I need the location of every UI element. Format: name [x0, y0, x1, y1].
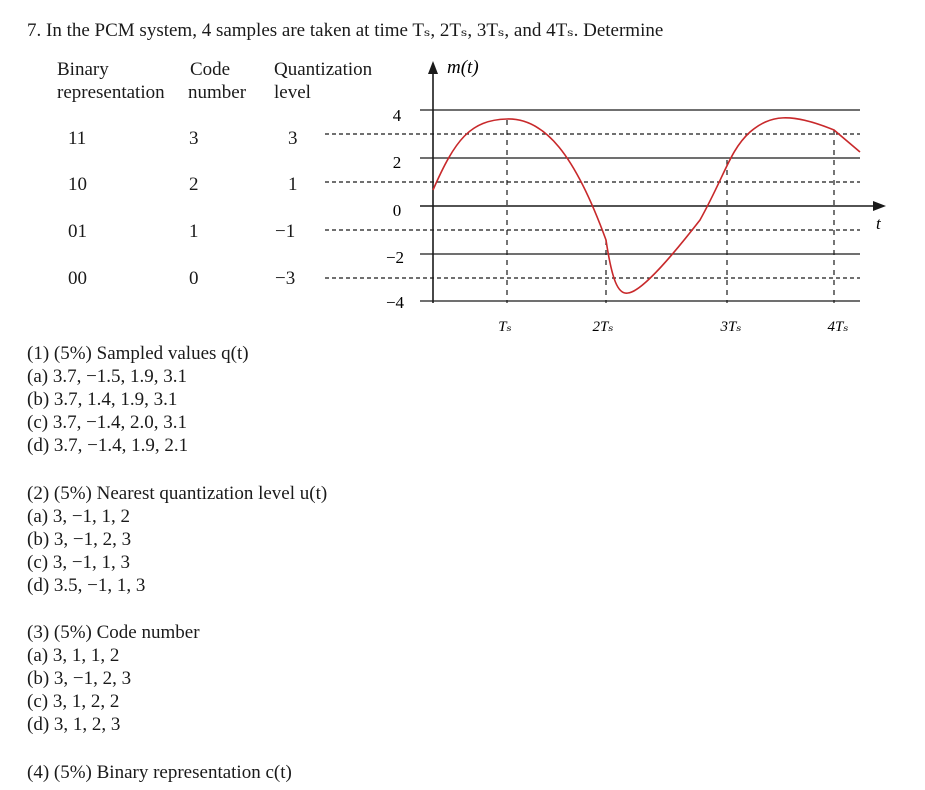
question-1-heading: (1) (5%) Sampled values q(t)	[27, 343, 249, 364]
row4-code: 0	[189, 268, 199, 289]
row3-binary: 01	[68, 221, 87, 242]
x-tick-3ts: 3Tₛ	[720, 319, 742, 335]
row3-code: 1	[189, 221, 199, 242]
y-tick-minus4: −4	[385, 293, 405, 312]
question-2-option-b: (b) 3, −1, 2, 3	[27, 529, 132, 550]
question-3-option-d: (d) 3, 1, 2, 3	[27, 714, 121, 735]
x-tick-4ts: 4Tₛ	[827, 319, 849, 335]
y-axis-label: m(t)	[447, 57, 479, 78]
x-axis-label: t	[876, 214, 881, 233]
row4-binary: 00	[68, 268, 87, 289]
header-quant-line2: level	[274, 82, 311, 103]
row1-level: 3	[288, 128, 298, 149]
row4-level: −3	[275, 268, 296, 289]
question-3-heading: (3) (5%) Code number	[27, 622, 200, 643]
y-axis-arrow-icon	[428, 61, 438, 74]
y-tick-minus2: −2	[385, 248, 405, 267]
question-1-option-a: (a) 3.7, −1.5, 1.9, 3.1	[27, 366, 188, 387]
y-tick-0: 0	[392, 201, 402, 220]
question-3-option-c: (c) 3, 1, 2, 2	[27, 691, 120, 712]
header-code-line2: number	[188, 82, 247, 103]
question-1-option-d: (d) 3.7, −1.4, 1.9, 2.1	[27, 435, 189, 456]
header-quant-line1: Quantization	[274, 59, 373, 80]
question-4-heading: (4) (5%) Binary representation c(t)	[27, 762, 292, 783]
x-tick-2ts: 2Tₛ	[592, 319, 614, 335]
question-1-option-b: (b) 3.7, 1.4, 1.9, 3.1	[27, 389, 178, 410]
sample-lines	[507, 120, 834, 303]
question-3-option-b: (b) 3, −1, 2, 3	[27, 668, 132, 689]
x-axis-arrow-icon	[873, 201, 886, 211]
pcm-figure	[0, 0, 925, 345]
y-tick-2: 2	[392, 153, 402, 172]
header-code-line1: Code	[190, 59, 231, 80]
question-2-option-c: (c) 3, −1, 1, 3	[27, 552, 131, 573]
problem-title: 7. In the PCM system, 4 samples are taken at time Tₛ, 2Tₛ, 3Tₛ, and 4Tₛ. Determine	[27, 20, 664, 41]
question-1-option-c: (c) 3.7, −1.4, 2.0, 3.1	[27, 412, 188, 433]
question-2-heading: (2) (5%) Nearest quantization level u(t)	[27, 483, 328, 504]
question-2-option-a: (a) 3, −1, 1, 2	[27, 506, 131, 527]
question-3-option-a: (a) 3, 1, 1, 2	[27, 645, 120, 666]
y-tick-4: 4	[392, 106, 402, 125]
row1-binary: 11	[68, 128, 87, 149]
header-binary-line2: representation	[57, 82, 165, 103]
x-tick-ts: Tₛ	[498, 319, 512, 335]
row1-code: 3	[189, 128, 199, 149]
row3-level: −1	[275, 221, 296, 242]
header-binary-line1: Binary	[57, 59, 109, 80]
row2-level: 1	[288, 174, 298, 195]
row2-binary: 10	[68, 174, 87, 195]
question-2-option-d: (d) 3.5, −1, 1, 3	[27, 575, 146, 596]
row2-code: 2	[189, 174, 199, 195]
